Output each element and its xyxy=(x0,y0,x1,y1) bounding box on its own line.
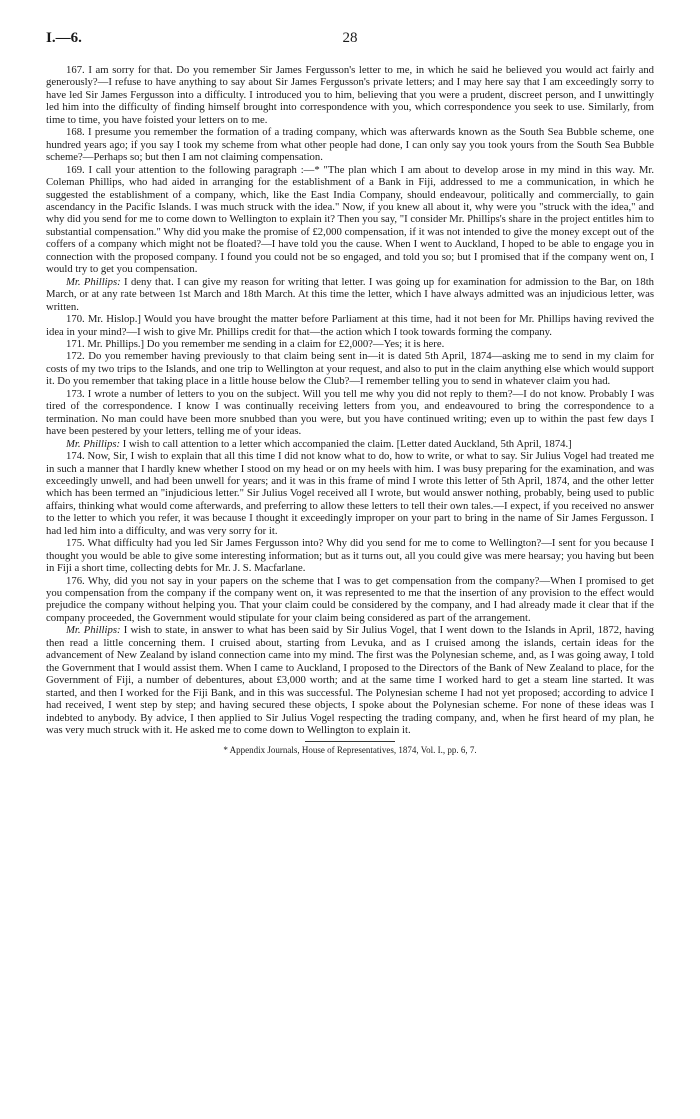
paragraph-176 xyxy=(46,575,654,625)
paragraph-text: 171. Mr. Phillips.] Do you remember me sending in a claim for £2,000?—Yes; it is here. xyxy=(66,337,445,350)
paragraph-168 xyxy=(46,126,654,163)
paragraph-text: 168. I presume you remember the formation of a trading company, which was afterwards known as the South Sea Bubble scheme, one hundred years ago; if you say I took my scheme from what other people had done, I can only say you took yours from the South Sea Bubble scheme?—Perhaps so; but then I am not claiming compensation. xyxy=(46,126,654,164)
body-text xyxy=(46,64,654,736)
paragraph-phillips-statement-3 xyxy=(46,624,654,736)
sheet-reference: I.—6. xyxy=(46,30,82,46)
paragraph-text: I wish to call attention to a letter which accompanied the claim. [Letter dated Auckland, 5th April, 1874.] xyxy=(122,437,572,450)
paragraph-text: 167. I am sorry for that. Do you remember Sir James Fergusson's letter to me, in which he said he believed you would act fairly and generously?—I refuse to have anything to say about Sir James Fergusson's private letters; and I may here say that I am exceedingly sorry to have led Sir James Fergusson into a difficulty. I introduced you to him, believing that you were a prudent, discreet person, and I unwittingly led him into the difficulty of finding himself brought into correspondence with you, which correspondence you seek to use. Similarly, from time to time, you have foisted your letters on to me. xyxy=(46,64,654,126)
paragraph-169 xyxy=(46,164,654,276)
speaker-label: Mr. Phillips: xyxy=(66,624,121,637)
page-number: 28 xyxy=(342,30,358,46)
paragraph-174 xyxy=(46,450,654,537)
footnote: * Appendix Journals, House of Representatives, 1874, Vol. I., pp. 6, 7. xyxy=(223,745,477,756)
paragraph-text: 170. Mr. Hislop.] Would you have brought the matter before Parliament at this time, had it not been for Mr. Phillips having revived the idea in your mind?—I wish to give Mr. Phillips credit for that—the action which I took towards forming the company. xyxy=(46,313,654,338)
paragraph-167 xyxy=(46,64,654,126)
paragraph-text: 174. Now, Sir, I wish to explain that all this time I did not know what to do, how to write, or what to say. Sir Julius Vogel had treated me in such a manner that I hardly knew whether I stood on my head or on my heels with him. I was busy preparing for the examination, and was exceedingly unwell, and had been unwell for years; and it was in this frame of mind I wrote this letter of 5th April, 1874, and the other letter which has been termed an "injudicious letter." Sir Julius Vogel received all I wrote, but would answer nothing, probably, being used to public affairs, thinking what would come afterwards, and preferring to allow these letters to tell their own tales.—I expect, if you received no answer to the letter to which you refer, it was because I thought it exceedingly improper on your part to bring in the name of Sir James Fergusson. I had led him into a difficulty, and was very sorry for it. xyxy=(46,450,654,537)
paragraph-text: I wish to state, in answer to what has been said by Sir Julius Vogel, that I went down to the Islands in April, 1872, having then read a little concerning them. I cruised about, starting from Levuka, and as I cruised among the islands, certain ideas for the advancement of New Zealand by island connection came into my mind. The first was the Polynesian scheme, and, as I was going away, I told the Government that I would assist them. When I came to Auckland, I proposed to the Directors of the Bank of New Zealand to place, for the Government of Fiji, a number of debentures, about £3,000 worth; and at the same time I worked hard to get a steam line started. It was started, and then I worked for the Fiji Bank, and in this was successful. The Polynesian scheme I had not yet proposed; according to advice I had received, I went step by step; and having secured these objects, I spoke about the Polynesian scheme. For none of these ideas was I indebted to anybody. By advice, I then applied to Sir Julius Vogel respecting the trading company, and, when he first heard of my plan, he was very much struck with it. He asked me to come down to Wellington to explain it. xyxy=(46,624,655,737)
speaker-label: Mr. Phillips: xyxy=(66,275,121,288)
speaker-label: Mr. Phillips: xyxy=(66,437,121,450)
paragraph-text: 175. What difficulty had you led Sir James Fergusson into? Why did you send for me to come to Wellington?—I sent for you because I thought you would be able to give some interesting information; but as it turns out, all you could give was mere hearsay; you having but been in Fiji a short time, collecting debts for Mr. J. S. Macfarlane. xyxy=(46,537,654,575)
paragraph-text: 172. Do you remember having previously to that claim being sent in—it is dated 5th April, 1874—asking me to send in my claim for costs of my two trips to the Islands, and one trip to Wellington at your request, and also to put in the claim anything else which would support it. Do you remember that taking place in a little house below the Club?—I remember telling you to send in whatever claim you had. xyxy=(46,350,654,388)
paragraph-phillips-statement-2 xyxy=(46,438,654,450)
page-header xyxy=(46,30,654,60)
paragraph-170 xyxy=(46,313,654,338)
paragraph-172 xyxy=(46,350,654,387)
paragraph-text: 176. Why, did you not say in your papers on the scheme that I was to get compensation from the company?—When I promised to get you compensation from the company if the company went on, it was represented to me that the insertion of any provision to the effect would prejudice the company without helping you. That your claim could be considered by the company, and I had already made it clear that if the company proceeded, the Government would stipulate for your claim being considered as part of the arrangement. xyxy=(46,574,654,624)
paragraph-175 xyxy=(46,537,654,574)
paragraph-173 xyxy=(46,388,654,438)
paragraph-phillips-statement-1 xyxy=(46,276,654,313)
paragraph-text: 169. I call your attention to the following paragraph :—* "The plan which I am about to develop arose in my mind in this way. Mr. Coleman Phillips, who had aided in arranging for the establishment of a Bank in Fiji, addressed to me a communication, in which he suggested the establishment of a company, which, like the East India Company, should endeavour, politically and commercially, to gain ascendancy in the Pacific Islands. I was much struck with the idea." Now, if you knew all about it, why were you "struck with the idea," and why did you send for me to come down to Wellington to explain it? Then you say, "I consider Mr. Phillips's share in the project entitles him to substantial compensation." Why did you make the promise of £2,000 compensation, if it was not intended to give the money except out of the coffers of a company which might not be floated?—I have told you the cause. When I went to Auckland, I hoped to be able to engage you in connection with the proposed company. I found you could not be so engaged, and told you so; but I promised that if the company went on, I would try to get you compensation. xyxy=(46,163,654,276)
paragraph-text: 173. I wrote a number of letters to you on the subject. Will you tell me why you did not reply to them?—I do not know. Probably I was tired of the correspondence. I know I was continually receiving letters from you, and endeavoured to bring the correspondence to a termination. No man could have been more snubbed than you were, but you have continued writing; even up to within the past few days I have been pestered by your letters, telling me of your ideas. xyxy=(46,387,654,438)
paragraph-text: I deny that. I can give my reason for writing that letter. I was going up for examination for admission to the Bar, on 18th March, or at any rate between 1st March and 18th March. At this time the letter, which I have always admitted was an injudicious letter, was written. xyxy=(46,275,655,313)
footnote-divider xyxy=(305,741,395,742)
paragraph-171 xyxy=(46,338,654,350)
